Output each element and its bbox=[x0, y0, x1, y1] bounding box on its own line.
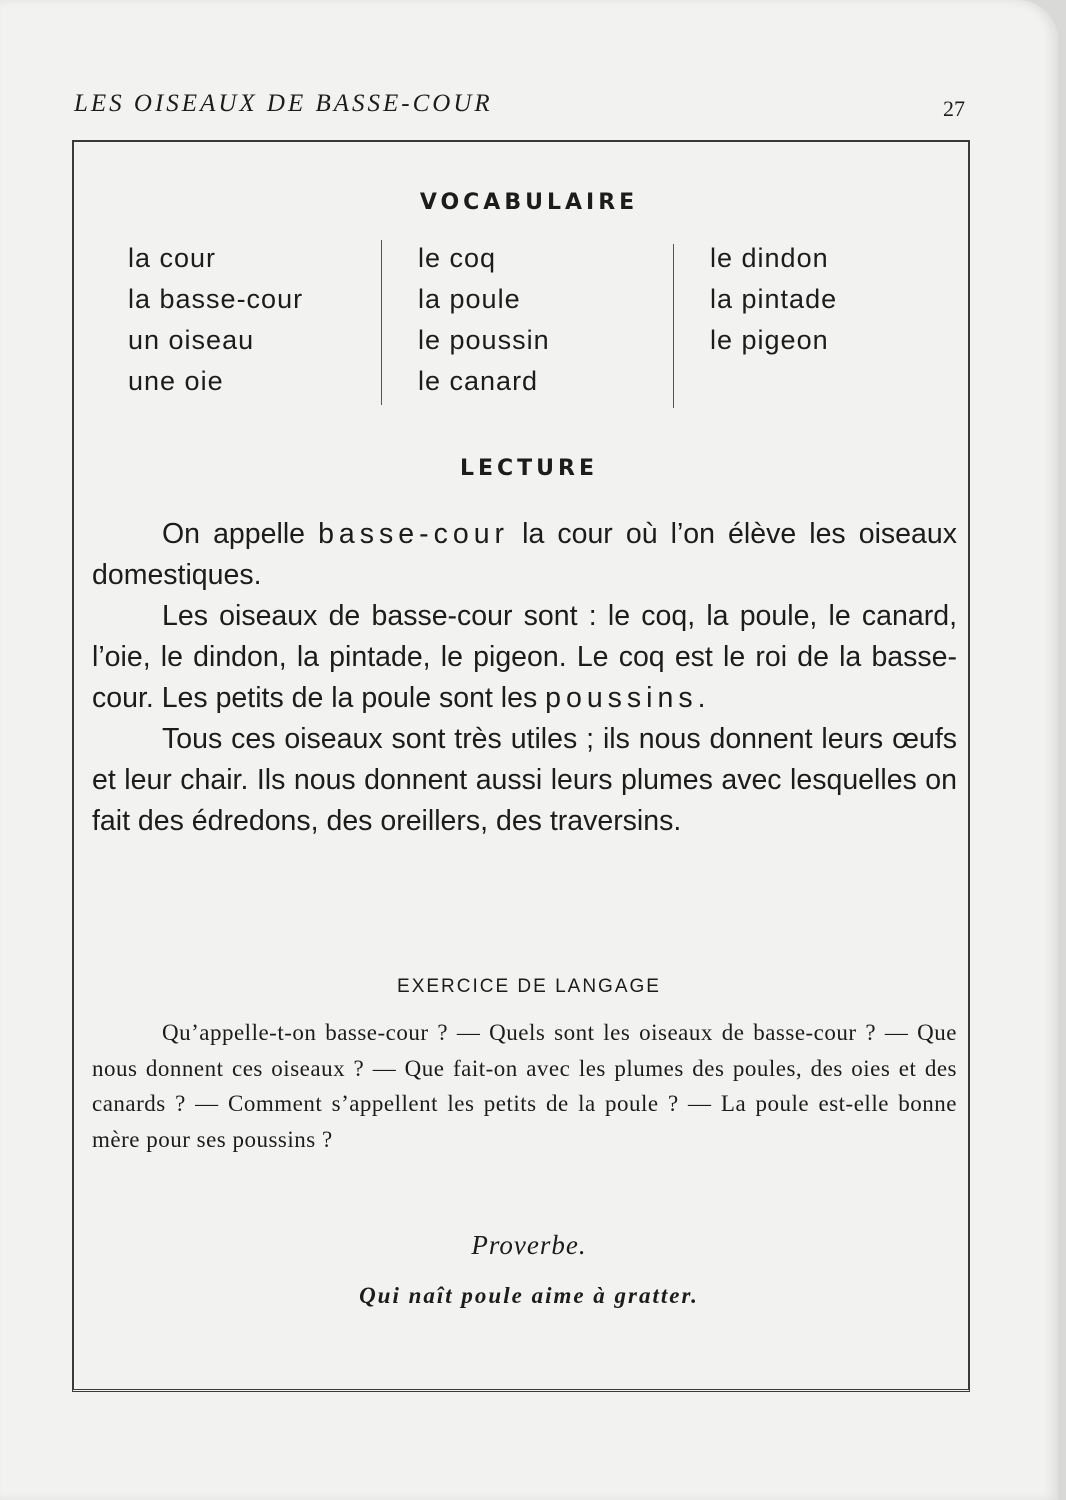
vocab-word: la cour bbox=[128, 243, 217, 273]
text-run: Les oiseaux de basse-cour sont : le coq, la poule, le canard, l’oie, le dindon, la pintade, le pigeon. Le coq est le roi de la basse-cour. Les petits de la poule sont les bbox=[92, 600, 957, 714]
content-frame bbox=[72, 140, 970, 1392]
text-run: . bbox=[697, 682, 706, 714]
vocab-word: le coq bbox=[418, 243, 497, 273]
exercice-title: EXERCICE DE LANGAGE bbox=[397, 976, 661, 997]
vocab-word: un oiseau bbox=[128, 325, 255, 355]
vocab-word: le poussin bbox=[418, 325, 550, 355]
vocab-word: une oie bbox=[128, 366, 224, 396]
vocab-word: le pigeon bbox=[710, 325, 829, 355]
vocab-word: le dindon bbox=[710, 243, 829, 273]
page-header bbox=[70, 84, 965, 124]
vocab-word: la basse-cour bbox=[128, 284, 304, 314]
proverbe-title: Proverbe. bbox=[471, 1230, 587, 1260]
lecture-title: LECTURE bbox=[459, 456, 599, 481]
vocabulaire-title: VOCABULAIRE bbox=[419, 190, 639, 215]
running-title: LES OISEAUX DE BASSE-COUR bbox=[74, 90, 493, 117]
lecture-paragraph: Tous ces oiseaux sont très utiles ; ils nous donnent leurs œufs et leur chair. Ils nous donnent aussi leurs plumes avec lesquelles on fait des édredons, des oreillers, des traversins. bbox=[92, 723, 957, 837]
vocab-word: le canard bbox=[418, 366, 539, 396]
text-run: On appelle bbox=[162, 518, 319, 550]
text-run: la cour où l’on élève les oiseaux domestiques. bbox=[92, 518, 957, 591]
spaced-word: basse-cour bbox=[318, 518, 510, 550]
vocab-word: la pintade bbox=[710, 284, 838, 314]
vocab-word: la poule bbox=[418, 284, 521, 314]
proverbe-text: Qui naît poule aime à gratter. bbox=[359, 1283, 699, 1308]
spaced-word: poussins bbox=[545, 682, 698, 714]
page-number: 27 bbox=[943, 96, 965, 121]
exercice-text: Qu’appelle-t-on basse-cour ? — Quels sont les oiseaux de basse-cour ? — Que nous donnent ces oiseaux ? — Que fait-on avec les plumes des poules, des oies et des canards ? — Comment s’appellent les petits de la poule ? — La poule est-elle bonne mère pour ses poussins ? bbox=[92, 1020, 957, 1152]
